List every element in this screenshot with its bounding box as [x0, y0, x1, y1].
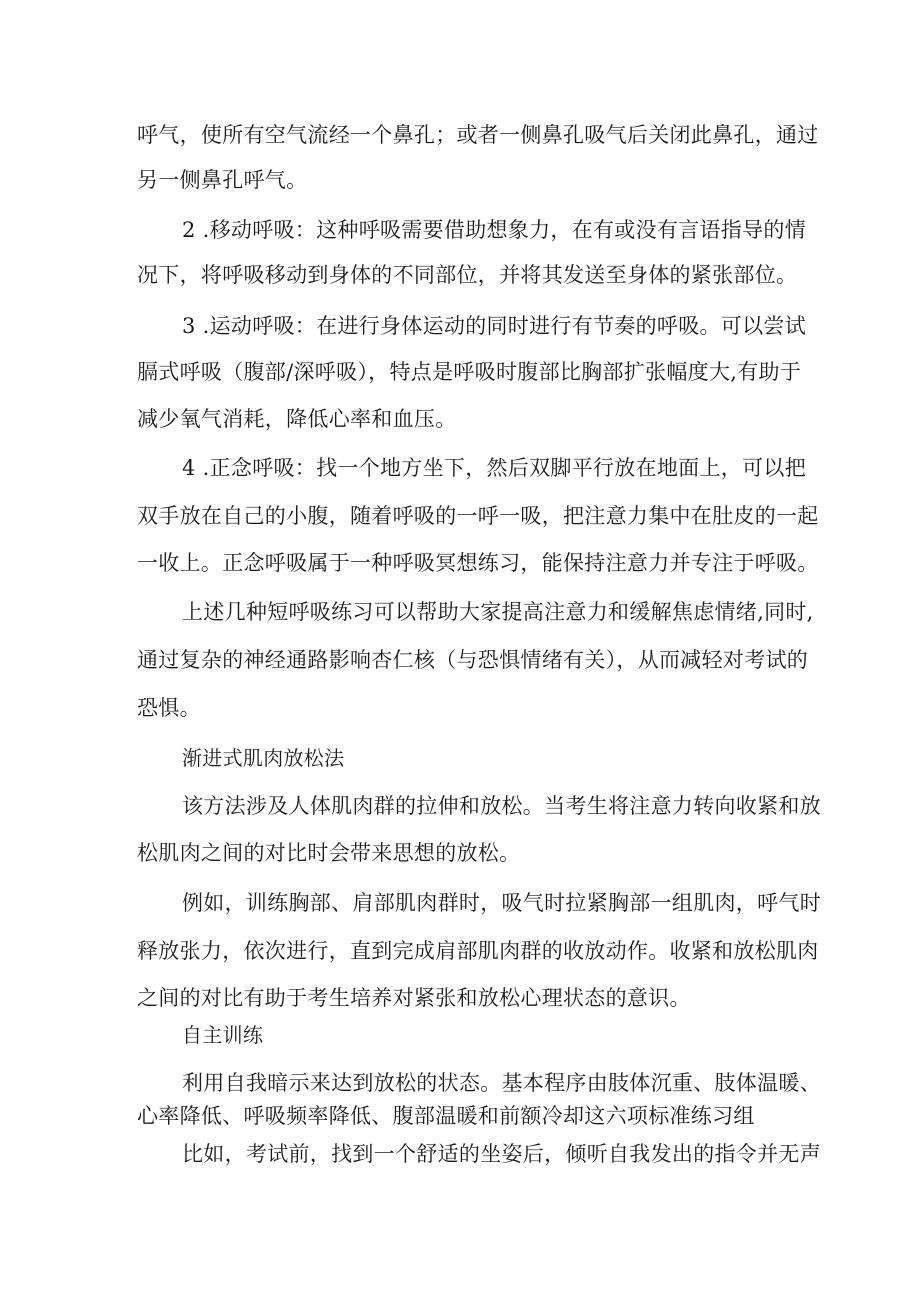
- text-line: 减少氧气消耗，降低心率和血压。: [137, 407, 457, 431]
- text-line: 4 .正念呼吸：找一个地方坐下，然后双脚平行放在地面上，可以把: [182, 456, 807, 480]
- text-line: 之间的对比有助于考生培养对紧张和放松心理状态的意识。: [137, 986, 691, 1010]
- text-line: 上述几种短呼吸练习可以帮助大家提高注意力和缓解焦虑情绪,同时,: [182, 600, 814, 624]
- text-line: 3 .运动呼吸：在进行身体运动的同时进行有节奏的呼吸。可以尝试: [182, 314, 807, 338]
- text-line: 另一侧鼻孔呼气。: [137, 168, 308, 192]
- text-line: 双手放在自己的小腹，随着呼吸的一呼一吸，把注意力集中在肚皮的一起: [137, 504, 819, 528]
- text-line: 心率降低、呼吸频率降低、腹部温暖和前额冷却这六项标准练习组: [137, 1104, 755, 1128]
- text-line: 况下，将呼吸移动到身体的不同部位，并将其发送至身体的紧张部位。: [137, 263, 798, 287]
- text-line: 利用自我暗示来达到放松的状态。基本程序由肢体沉重、肢体温暖、: [182, 1071, 821, 1095]
- text-line: 一收上。正念呼吸属于一种呼吸冥想练习，能保持注意力并专注于呼吸。: [137, 551, 819, 575]
- text-line: 呼气，使所有空气流经一个鼻孔；或者一侧鼻孔吸气后关闭此鼻孔，通过: [137, 123, 819, 147]
- text-line: 膈式呼吸（腹部/深呼吸），特点是呼吸时腹部比胸部扩张幅度大,有助于: [137, 360, 802, 384]
- text-line: 例如，训练胸部、肩部肌肉群时，吸气时拉紧胸部一组肌肉，呼气时: [182, 891, 821, 915]
- text-line: 2 .移动呼吸：这种呼吸需要借助想象力，在有或没有言语指导的情: [182, 218, 807, 242]
- text-line: 比如，考试前，找到一个舒适的坐姿后，倾听自我发出的指令并无声: [182, 1142, 821, 1166]
- text-line: 释放张力，依次进行，直到完成肩部肌肉群的收放动作。收紧和放松肌肉: [137, 939, 819, 963]
- section-heading: 渐进式肌肉放松法: [182, 746, 345, 770]
- text-line: 松肌肉之间的对比时会带来思想的放松。: [137, 841, 521, 865]
- text-line: 该方法涉及人体肌肉群的拉伸和放松。当考生将注意力转向收紧和放: [182, 794, 821, 818]
- text-line: 通过复杂的神经通路影响杏仁核（与恐惧情绪有关），从而减轻对考试的: [137, 648, 809, 672]
- section-heading: 自主训练: [182, 1023, 264, 1047]
- text-line: 恐惧。: [137, 696, 201, 720]
